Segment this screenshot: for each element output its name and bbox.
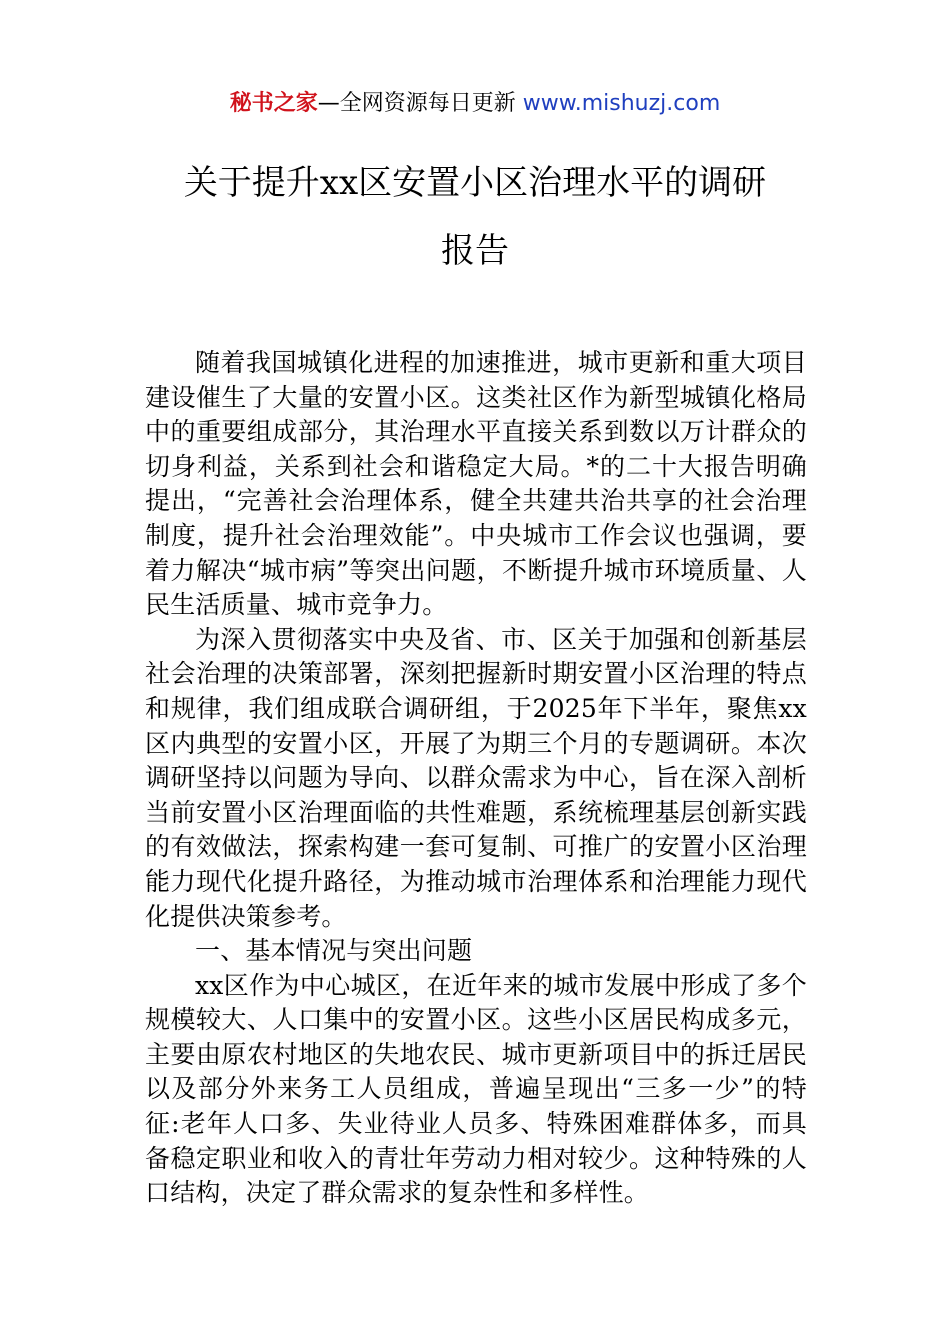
document-title — [145, 160, 805, 274]
document-body — [145, 346, 807, 1211]
section-heading: 一、基本情况与突出问题 — [195, 936, 473, 966]
site-brand: 秘书之家 — [229, 91, 318, 116]
site-url-link[interactable]: www.mishuzj.com — [522, 91, 721, 116]
document-title-line-2: 报告 — [441, 231, 509, 271]
site-header — [0, 88, 950, 120]
document-title-line-1: 关于提升xx区安置小区治理水平的调研 — [183, 163, 767, 203]
paragraph-intro: 随着我国城镇化进程的加速推进，城市更新和重大项目建设催生了大量的安置小区。这类社区作为新型城镇化格局中的重要组成部分，其治理水平直接关系到数以万计群众的切身利益，关系到社会和谐稳定大局。*的二十大报告明确提出，“完善社会治理体系，健全共建共治共享的社会治理制度，提升社会治理效能”。中央城市工作会议也强调，要着力解决“城市病”等突出问题，不断提升城市环境质量、人民生活质量、城市竞争力。 — [145, 348, 807, 620]
paragraph-basic-situation: xx区作为中心城区，在近年来的城市发展中形成了多个规模较大、人口集中的安置小区。这些小区居民构成多元，主要由原农村地区的失地农民、城市更新项目中的拆迁居民以及部分外来务工人员组成，普遍呈现出“三多一少”的特征:老年人口多、失业待业人员多、特殊困难群体多，而具备稳定职业和收入的青壮年劳动力相对较少。这种特殊的人口结构，决定了群众需求的复杂性和多样性。 — [145, 970, 807, 1208]
site-tagline: —全网资源每日更新 — [317, 91, 523, 116]
paragraph-purpose: 为深入贯彻落实中央及省、市、区关于加强和创新基层社会治理的决策部署，深刻把握新时期安置小区治理的特点和规律，我们组成联合调研组，于2025年下半年，聚焦xx区内典型的安置小区，开展了为期三个月的专题调研。本次调研坚持以问题为导向、以群众需求为中心，旨在深入剖析当前安置小区治理面临的共性难题，系统梳理基层创新实践的有效做法，探索构建一套可复制、可推广的安置小区治理能力现代化提升路径，为推动城市治理体系和治理能力现代化提供决策参考。 — [145, 624, 807, 931]
